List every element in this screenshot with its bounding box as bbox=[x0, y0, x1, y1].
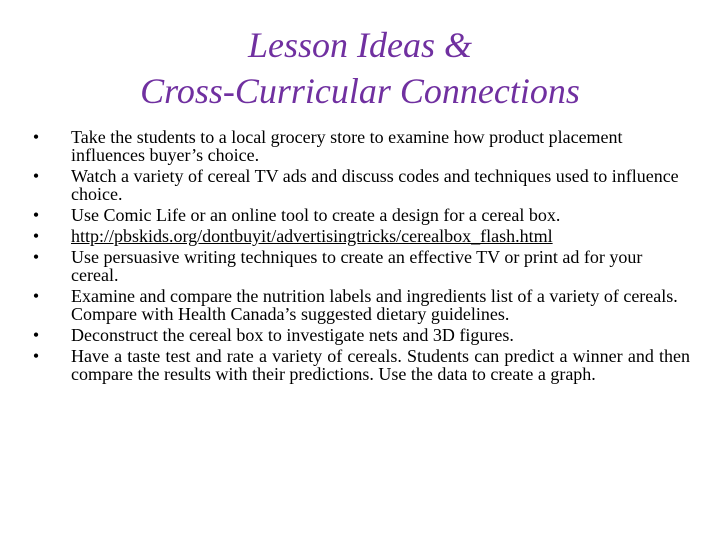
list-item bbox=[30, 326, 690, 344]
list-item bbox=[30, 248, 690, 284]
list-item bbox=[30, 287, 690, 323]
title-line-2: Cross-Curricular Connections bbox=[140, 71, 580, 111]
cereal-box-link[interactable]: http://pbskids.org/dontbuyit/advertisingtricks/cerealbox_flash.html bbox=[71, 226, 553, 246]
list-item-text: Watch a variety of cereal TV ads and discuss codes and techniques used to influence choice. bbox=[71, 166, 679, 204]
bullet-icon: • bbox=[32, 247, 40, 267]
slide-title bbox=[0, 22, 720, 114]
bullet-list bbox=[30, 128, 690, 386]
bullet-icon: • bbox=[32, 226, 40, 246]
bullet-icon: • bbox=[32, 346, 40, 366]
list-item-text: Deconstruct the cereal box to investigate nets and 3D figures. bbox=[71, 325, 514, 345]
bullet-icon: • bbox=[32, 286, 40, 306]
bullet-icon: • bbox=[32, 127, 40, 147]
list-item bbox=[30, 347, 690, 383]
list-item bbox=[30, 227, 690, 245]
list-item-text: Take the students to a local grocery store to examine how product placement influences buyer’s choice. bbox=[71, 127, 623, 165]
bullet-icon: • bbox=[32, 205, 40, 225]
title-line-1: Lesson Ideas & bbox=[248, 25, 472, 65]
bullet-icon: • bbox=[32, 166, 40, 186]
list-item-text: Examine and compare the nutrition labels and ingredients list of a variety of cereals. Compare with Health Canada’s suggested dietary guidelines. bbox=[71, 286, 678, 324]
list-item-text: Use Comic Life or an online tool to create a design for a cereal box. bbox=[71, 205, 561, 225]
list-item bbox=[30, 128, 690, 164]
list-item-text: Have a taste test and rate a variety of cereals. Students can predict a winner and then compare the results with their predictions. Use the data to create a graph. bbox=[71, 346, 690, 384]
list-item bbox=[30, 167, 690, 203]
bullet-icon: • bbox=[32, 325, 40, 345]
list-item-text: Use persuasive writing techniques to create an effective TV or print ad for your cereal. bbox=[71, 247, 643, 285]
list-item bbox=[30, 206, 690, 224]
